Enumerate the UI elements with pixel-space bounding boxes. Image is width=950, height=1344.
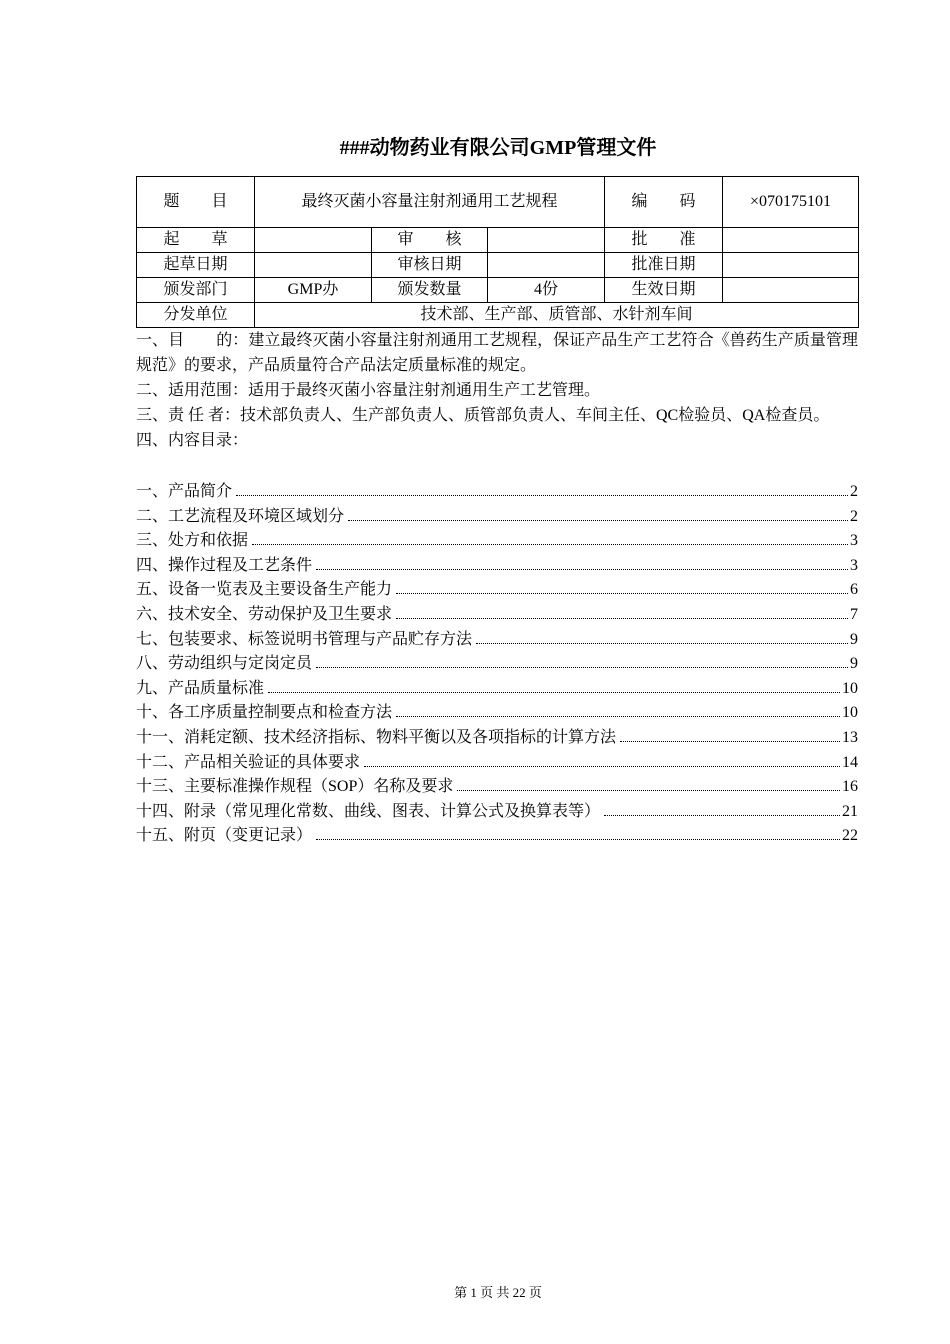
- toc-dot-leader: [396, 593, 848, 594]
- scope-paragraph: 二、适用范围：适用于最终灭菌小容量注射剂通用生产工艺管理。: [136, 382, 601, 399]
- effective-date-value: [723, 278, 859, 303]
- toc-entry[interactable]: [136, 505, 858, 530]
- distribution-label: 分发单位: [137, 303, 255, 328]
- toc-entry-label: 十五、附页（变更记录）: [136, 827, 313, 845]
- toc-dot-leader: [364, 766, 840, 767]
- toc-entry-label: 三、处方和依据: [136, 532, 249, 550]
- document-body: [136, 328, 858, 453]
- toc-entry-label: 五、设备一览表及主要设备生产能力: [136, 581, 393, 599]
- toc-entry-label: 十一、消耗定额、技术经济指标、物料平衡以及各项指标的计算方法: [136, 728, 617, 746]
- toc-entry[interactable]: [136, 726, 858, 751]
- toc-entry-page: 3: [850, 532, 858, 550]
- toc-entry-page: 21: [842, 802, 858, 820]
- toc-entry-label: 二、工艺流程及环境区域划分: [136, 507, 345, 525]
- toc-dot-leader: [252, 544, 848, 545]
- toc-entry-label: 八、劳动组织与定岗定员: [136, 655, 313, 673]
- toc-entry[interactable]: [136, 652, 858, 677]
- document-header-table: [136, 176, 859, 328]
- toc-dot-leader: [348, 520, 848, 521]
- toc-entry-label: 十二、产品相关验证的具体要求: [136, 753, 361, 771]
- toc-dot-leader: [316, 667, 848, 668]
- toc-entry-page: 7: [850, 605, 858, 623]
- toc-entry[interactable]: [136, 603, 858, 628]
- review-date-label: 审核日期: [372, 253, 488, 278]
- toc-entry[interactable]: [136, 751, 858, 776]
- toc-entry-page: 22: [842, 827, 858, 845]
- contents-heading: 四、内容目录：: [136, 432, 249, 449]
- toc-entry[interactable]: [136, 480, 858, 505]
- toc-entry[interactable]: [136, 529, 858, 554]
- toc-dot-leader: [457, 790, 840, 791]
- toc-entry-label: 七、包装要求、标签说明书管理与产品贮存方法: [136, 630, 473, 648]
- toc-dot-leader: [268, 692, 840, 693]
- toc-entry-page: 2: [850, 507, 858, 525]
- toc-dot-leader: [476, 643, 848, 644]
- toc-entry[interactable]: [136, 578, 858, 603]
- issue-qty-label: 颁发数量: [372, 278, 488, 303]
- draft-date-value: [255, 253, 372, 278]
- toc-entry[interactable]: [136, 701, 858, 726]
- subject-value: 最终灭菌小容量注射剂通用工艺规程: [255, 177, 605, 228]
- review-value: [488, 228, 605, 253]
- toc-entry-label: 四、操作过程及工艺条件: [136, 556, 313, 574]
- review-label: 审 核: [372, 228, 488, 253]
- toc-entry-page: 3: [850, 556, 858, 574]
- toc-entry-page: 10: [842, 679, 858, 697]
- toc-dot-leader: [316, 839, 840, 840]
- draft-value: [255, 228, 372, 253]
- toc-dot-leader: [316, 569, 848, 570]
- toc-dot-leader: [236, 495, 848, 496]
- toc-entry-label: 十、各工序质量控制要点和检查方法: [136, 704, 393, 722]
- issue-qty-value: 4份: [488, 278, 605, 303]
- distribution-value: 技术部、生产部、质管部、水针剂车间: [255, 303, 859, 328]
- toc-entry-page: 9: [850, 655, 858, 673]
- toc-dot-leader: [396, 716, 840, 717]
- toc-entry[interactable]: [136, 824, 858, 849]
- code-label: 编 码: [605, 177, 723, 228]
- purpose-paragraph: 一、目 的：建立最终灭菌小容量注射剂通用工艺规程，保证产品生产工艺符合《兽药生产质量管理规范》的要求，产品质量符合产品法定质量标准的规定。: [136, 332, 858, 374]
- page-footer: 第 1 页 共 22 页: [454, 1285, 542, 1300]
- toc-entry-label: 六、技术安全、劳动保护及卫生要求: [136, 605, 393, 623]
- toc-entry[interactable]: [136, 677, 858, 702]
- toc-entry-page: 2: [850, 483, 858, 500]
- approve-date-value: [723, 253, 859, 278]
- toc-entry-label: 一、产品简介: [136, 483, 233, 500]
- approve-value: [723, 228, 859, 253]
- review-date-value: [488, 253, 605, 278]
- toc-dot-leader: [620, 741, 840, 742]
- page-title: ###动物药业有限公司GMP管理文件: [339, 137, 657, 159]
- approve-label: 批 准: [605, 228, 723, 253]
- toc-dot-leader: [396, 618, 848, 619]
- toc-entry-page: 14: [842, 753, 858, 771]
- responsible-paragraph: 三、责 任 者：技术部负责人、生产部负责人、质管部负责人、车间主任、QC检验员、QA检查员。: [136, 407, 830, 424]
- toc-entry-page: 9: [850, 630, 858, 648]
- code-value: ×070175101: [723, 177, 859, 228]
- draft-date-label: 起草日期: [137, 253, 255, 278]
- toc-entry-label: 九、产品质量标准: [136, 679, 265, 697]
- issue-dept-label: 颁发部门: [137, 278, 255, 303]
- toc-entry-page: 16: [842, 778, 858, 796]
- toc-entry-label: 十四、附录（常见理化常数、曲线、图表、计算公式及换算表等）: [136, 802, 601, 820]
- toc-entry[interactable]: [136, 628, 858, 653]
- toc-entry[interactable]: [136, 775, 858, 800]
- toc-dot-leader: [604, 815, 840, 816]
- subject-label: 题 目: [137, 177, 255, 228]
- draft-label: 起 草: [137, 228, 255, 253]
- approve-date-label: 批准日期: [605, 253, 723, 278]
- effective-date-label: 生效日期: [605, 278, 723, 303]
- toc-entry-page: 13: [842, 728, 858, 746]
- toc-entry-label: 十三、主要标准操作规程（SOP）名称及要求: [136, 778, 454, 796]
- toc-entry-page: 6: [850, 581, 858, 599]
- table-of-contents: [136, 480, 858, 849]
- issue-dept-value: GMP办: [255, 278, 372, 303]
- toc-entry[interactable]: [136, 800, 858, 825]
- toc-entry[interactable]: [136, 554, 858, 579]
- toc-entry-page: 10: [842, 704, 858, 722]
